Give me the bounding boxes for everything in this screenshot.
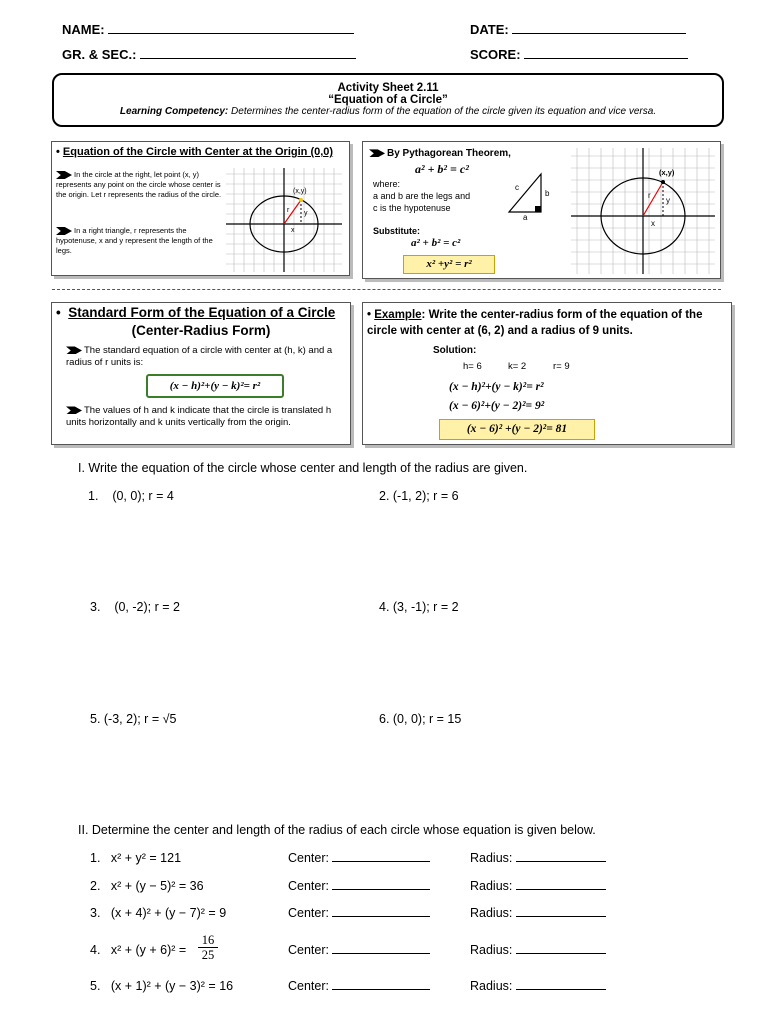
center-blank[interactable]	[332, 879, 430, 890]
fraction-denominator: 25	[198, 947, 218, 962]
activity-subtitle: “Equation of a Circle”	[328, 94, 448, 106]
grsec-label: GR. & SEC.:	[62, 47, 137, 62]
example-eq3: (x − 6)² +(y − 2)²= 81	[439, 419, 595, 440]
center-blank[interactable]	[332, 851, 430, 862]
arrow-bullet-icon	[66, 346, 82, 354]
substitute-label: Substitute:	[373, 226, 420, 236]
part1-instruction: I. Write the equation of the circle whose center and length of the radius are given.	[78, 461, 528, 475]
part1-item-2: 2. (-1, 2); r = 6	[379, 489, 459, 503]
arrow-bullet-icon	[56, 171, 72, 179]
radius-field-4[interactable]: Radius:	[470, 943, 606, 957]
radius-blank[interactable]	[516, 979, 606, 990]
standard-text1: The standard equation of a circle with center at (h, k) and a radius of r units is:	[66, 345, 333, 368]
date-field[interactable]	[470, 22, 686, 37]
score-blank[interactable]	[524, 48, 688, 59]
part1-item-5: 5. (-3, 2); r = √5	[90, 712, 177, 726]
pythagorean-panel	[362, 141, 721, 279]
example-text: • Example: Write the center-radius form of the equation of the circle with center at (6, 2) and a radius of 9 units.	[367, 309, 703, 337]
example-eq1: (x − h)²+(y − k)²= r²	[449, 381, 544, 393]
name-blank[interactable]	[108, 23, 354, 34]
k-value: k= 2	[508, 361, 527, 372]
name-label: NAME:	[62, 22, 105, 37]
example-label: Example	[374, 309, 422, 321]
part2-item-5: 5. (x + 1)² + (y − 3)² = 16	[90, 979, 234, 993]
name-field[interactable]	[62, 22, 354, 37]
part2-instruction: II. Determine the center and length of the radius of each circle whose equation is given below.	[78, 823, 596, 837]
arrow-bullet-icon	[369, 149, 385, 157]
radius-blank[interactable]	[516, 851, 606, 862]
y-label: y	[304, 210, 308, 217]
date-blank[interactable]	[512, 23, 686, 34]
standard-heading: • Standard Form of the Equation of a Circle	[56, 305, 336, 320]
pyth-formula2: a² + b² = c²	[411, 237, 461, 249]
standard-form-panel	[51, 302, 351, 445]
radius-field-3[interactable]: Radius:	[470, 906, 606, 920]
arrow-bullet-icon	[66, 406, 82, 414]
center-field-4[interactable]: Center:	[288, 943, 430, 957]
h-value: h= 6	[463, 361, 482, 372]
pyth-formula: a² + b² = c²	[415, 162, 469, 176]
activity-title: Activity Sheet 2.11	[337, 82, 439, 94]
part1-item-1: 1. (0, 0); r = 4	[88, 489, 174, 503]
fraction-numerator: 16	[201, 933, 215, 947]
center-field-1[interactable]: Center:	[288, 851, 430, 865]
part1-item-4: 4. (3, -1); r = 2	[379, 600, 459, 614]
y-label: y	[666, 196, 670, 205]
arrow-bullet-icon	[56, 227, 72, 235]
origin-panel	[51, 141, 350, 276]
radius-line	[643, 182, 663, 216]
origin-circle-graph	[226, 168, 342, 272]
fraction	[198, 933, 218, 962]
part1-item-6: 6. (0, 0); r = 15	[379, 712, 462, 726]
radius-field-5[interactable]: Radius:	[470, 979, 606, 993]
point-label: (x,y)	[659, 168, 675, 177]
center-field-5[interactable]: Center:	[288, 979, 430, 993]
grsec-field[interactable]	[62, 47, 356, 62]
solution-label: Solution:	[433, 345, 477, 356]
radius-blank[interactable]	[516, 879, 606, 890]
part1-item-3: 3. (0, -2); r = 2	[90, 600, 180, 614]
date-label: DATE:	[470, 22, 509, 37]
standard-equation: (x − h)²+(y − k)²= r²	[146, 374, 284, 398]
point-marker	[661, 180, 665, 184]
r-value: r= 9	[553, 361, 570, 372]
tri-a-label: a	[523, 213, 528, 220]
pyth-heading: By Pythagorean Theorem,	[369, 148, 511, 159]
score-label: SCORE:	[470, 47, 521, 62]
center-field-2[interactable]: Center:	[288, 879, 430, 893]
title-box	[52, 73, 724, 127]
radius-field-1[interactable]: Radius:	[470, 851, 606, 865]
radius-blank[interactable]	[516, 906, 606, 917]
center-blank[interactable]	[332, 979, 430, 990]
tri-b-label: b	[545, 189, 550, 198]
lc-text: Determines the center-radius form of the equation of the circle given its equation and vice versa.	[231, 106, 657, 117]
example-eq2: (x − 6)²+(y − 2)²= 9²	[449, 400, 545, 412]
learning-competency	[54, 106, 722, 117]
score-field[interactable]	[470, 47, 688, 62]
center-field-3[interactable]: Center:	[288, 906, 430, 920]
pyth-where: where: a and b are the legs and c is the hypotenuse	[373, 179, 471, 213]
lc-label: Learning Competency:	[119, 106, 229, 117]
right-triangle-diagram	[505, 170, 555, 220]
part2-item-1: 1. x² + y² = 121	[90, 851, 182, 865]
pyth-circle-graph	[571, 148, 715, 274]
radius-field-2[interactable]: Radius:	[470, 879, 606, 893]
r-label: r	[648, 191, 651, 200]
part2-item-2: 2. x² + (y − 5)² = 36	[90, 879, 204, 893]
tri-c-label: c	[515, 183, 519, 192]
origin-para1: In the circle at the right, let point (x, y) represents any point on the circle whose center is the origin. Let r represents the radius of the circle.	[56, 170, 222, 199]
point-marker	[299, 198, 303, 202]
x-label: x	[291, 227, 295, 234]
radius-blank[interactable]	[516, 943, 606, 954]
grsec-blank[interactable]	[140, 48, 356, 59]
pyth-result: x² +y² = r²	[403, 255, 495, 274]
standard-heading2: (Center-Radius Form)	[131, 323, 271, 338]
center-blank[interactable]	[332, 943, 430, 954]
origin-para2: In a right triangle, r represents the hypotenuse, x and y represent the length of the legs.	[56, 226, 213, 255]
part2-item-3: 3. (x + 4)² + (y − 7)² = 9	[90, 906, 227, 920]
part2-item-4: 4. x² + (y + 6)² =	[90, 943, 187, 957]
center-blank[interactable]	[332, 906, 430, 917]
point-label: (x,y)	[293, 188, 307, 195]
standard-text2: The values of h and k indicate that the circle is translated h units horizontally and k units vertically from the origin.	[66, 405, 332, 428]
origin-heading: • Equation of the Circle with Center at the Origin (0,0)	[56, 146, 334, 158]
r-label: r	[287, 207, 290, 214]
section-divider	[52, 289, 721, 290]
x-label: x	[651, 219, 655, 228]
example-panel	[362, 302, 732, 445]
